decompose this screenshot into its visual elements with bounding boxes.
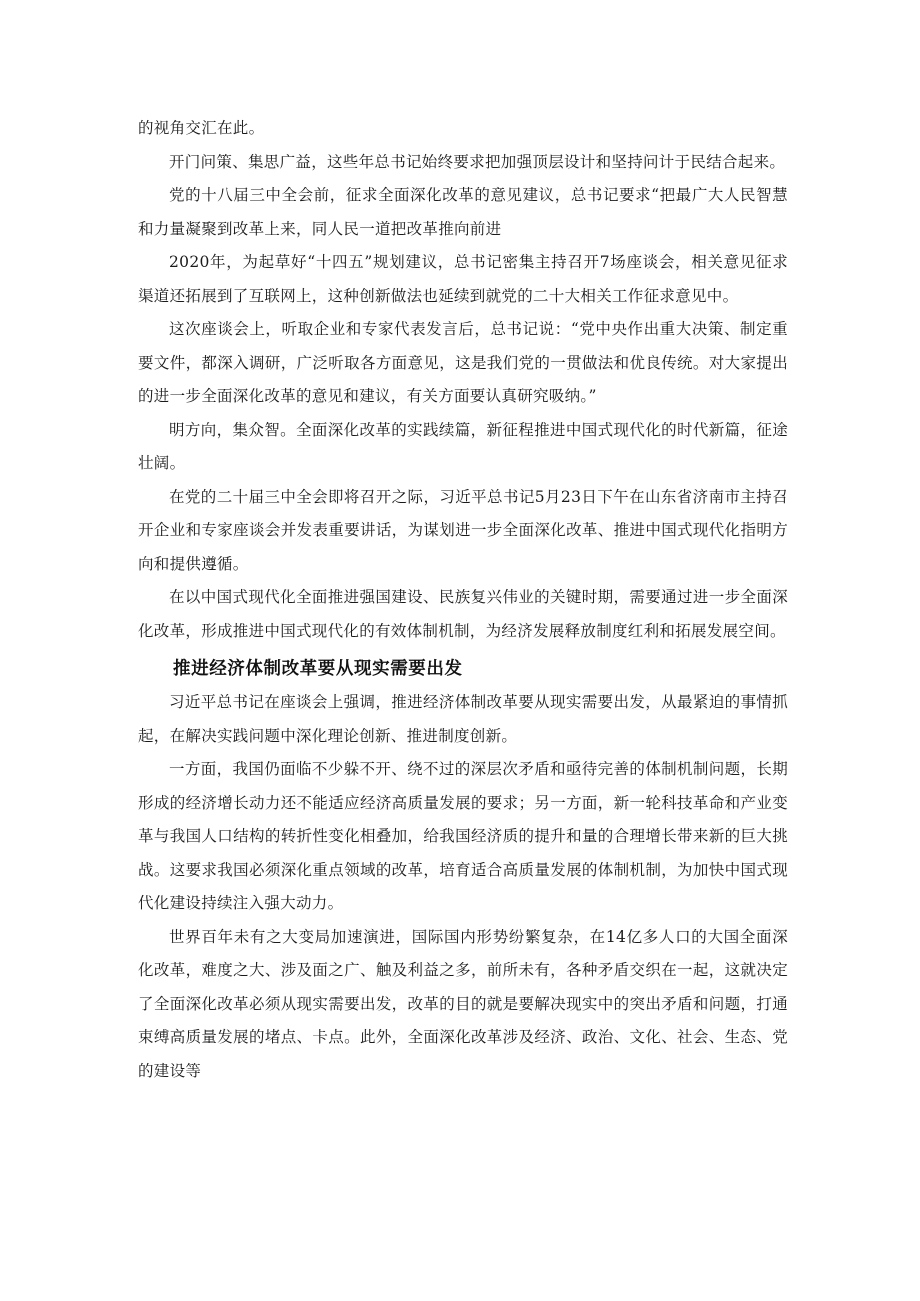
paragraph: 一方面，我国仍面临不少躲不开、绕不过的深层次矛盾和亟待完善的体制机制问题，长期形成的经济增长动力还不能适应经济高质量发展的要求；另一方面，新一轮科技革命和产业变革与我国人口结构的转折性变化相叠加，给我国经济质的提升和量的合理增长带来新的巨大挑战。这要求我国必须深化重点领域的改革，培育适合高质量发展的体制机制，为加快中国式现代化建设持续注入强大动力。 [138,760,788,912]
paragraph: 开门问策、集思广益，这些年总书记始终要求把加强顶层设计和坚持问计于民结合起来。 [169,152,786,171]
paragraph: 党的十八届三中全会前，征求全面深化改革的意见建议，总书记要求“把最广大人民智慧和力量凝聚到改革上来，同人民一道把改革推向前进 [138,186,788,238]
paragraph: 这次座谈会上，听取企业和专家代表发言后，总书记说：“党中央作出重大决策、制定重要文件，都深入调研，广泛听取各方面意见，这是我们党的一贯做法和优良传统。对大家提出的进一步全面深化改革的意见和建议，有关方面要认真研究吸纳。” [138,320,788,405]
paragraph: 在党的二十届三中全会即将召开之际，习近平总书记5月23日下午在山东省济南市主持召开企业和专家座谈会并发表重要讲话，为谋划进一步全面深化改革、推进中国式现代化指明方向和提供遵循。 [138,487,788,573]
paragraph: 在以中国式现代化全面推进强国建设、民族复兴伟业的关键时期，需要通过进一步全面深化改革，形成推进中国式现代化的有效体制机制，为经济发展释放制度红利和拓展发展空间。 [138,588,788,640]
section-heading: 推进经济体制改革要从现实需要出发 [173,659,463,679]
document-page [138,112,788,1088]
paragraph: 习近平总书记在座谈会上强调，推进经济体制改革要从现实需要出发，从最紧迫的事情抓起，在解决实践问题中深化理论创新、推进制度创新。 [138,693,788,745]
paragraph-continuation: 的视角交汇在此。 [138,119,265,137]
paragraph: 2020年，为起草好“十四五”规划建议，总书记密集主持召开7场座谈会，相关意见征求渠道还拓展到了互联网上，这种创新做法也延续到就党的二十大相关工作征求意见中。 [138,253,788,305]
paragraph: 世界百年未有之大变局加速演进，国际国内形势纷繁复杂，在14亿多人口的大国全面深化改革，难度之大、涉及面之广、触及利益之多，前所未有，各种矛盾交织在一起，这就决定了全面深化改革必须从现实需要出发，改革的目的就是要解决现实中的突出矛盾和问题，打通束缚高质量发展的堵点、卡点。此外，全面深化改革涉及经济、政治、文化、社会、生态、党的建设等 [138,927,788,1080]
paragraph: 明方向，集众智。全面深化改革的实践续篇，新征程推进中国式现代化的时代新篇，征途壮阔。 [138,420,788,472]
